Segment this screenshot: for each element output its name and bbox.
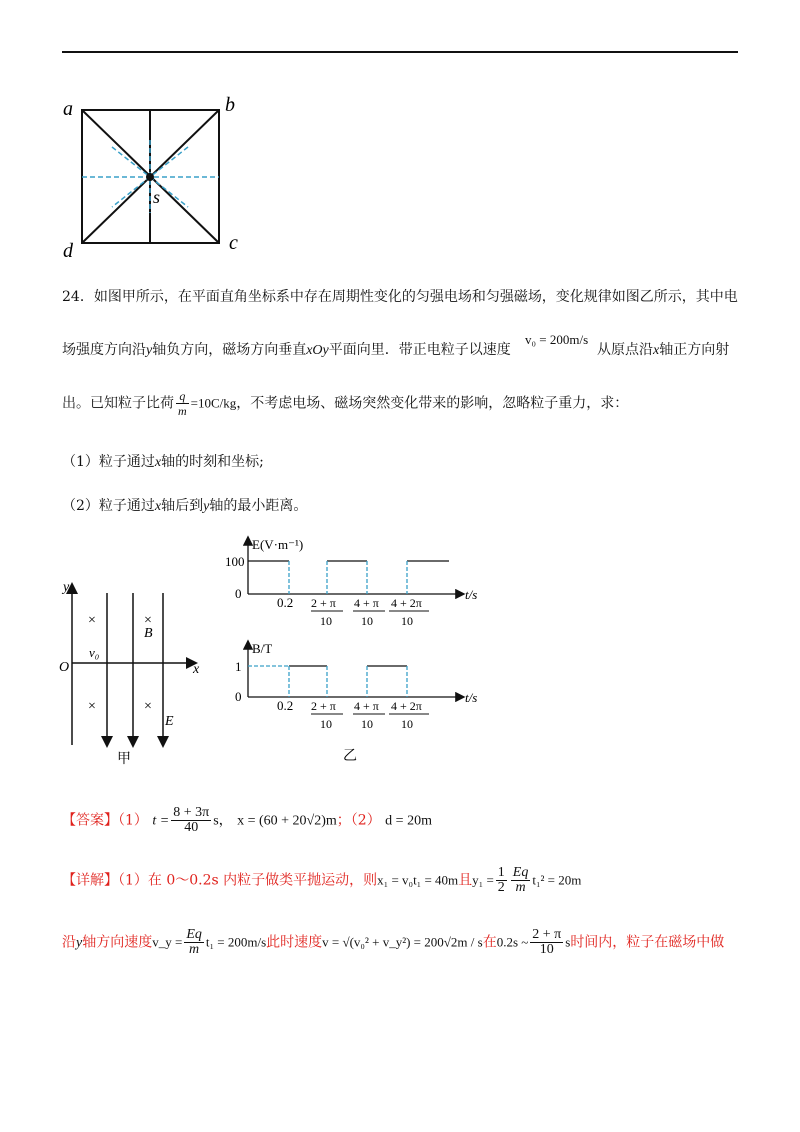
b-graph-time-label: t/s [465, 690, 478, 705]
e-field-label: E [165, 714, 174, 729]
figure-jia-caption: 甲 [117, 752, 131, 767]
v0-equation: v₀ = 200m/s [525, 332, 589, 347]
corner-a-label: a [63, 98, 73, 120]
cross-3: × [88, 699, 96, 714]
b-tick-0.2: 0.2 [277, 698, 294, 713]
detail-tag: 【详解】 [62, 872, 118, 889]
e-tick-4-den: 10 [401, 614, 413, 628]
e-graph-dashed-edges [289, 561, 407, 594]
cross-2: × [144, 613, 152, 628]
e-graph-value-100: 100 [225, 554, 245, 569]
e-tick-2-num: 2 + π [311, 596, 336, 610]
figure-yi [225, 532, 485, 767]
detail-line-1: 【详解】（1）在 0～0.2s 内粒子做类平抛运动，则x₁ = v₀t₁ = 40m且y₁ = $\frac{1}{2}$ $\frac{Eq}{m}$ t₁² = 20m [62, 865, 582, 895]
question-2: （2）粒子通过x轴后到y轴的最小距离。 [62, 498, 308, 514]
e-tick-0.2: 0.2 [277, 595, 294, 610]
figure-yi-caption: 乙 [343, 749, 357, 764]
e-graph-axis-label: E(V·m⁻¹) [252, 537, 304, 552]
problem-line-2: 场强度方向沿y轴负方向，磁场方向垂直xOy平面向里．带正电粒子以速度 [62, 342, 511, 358]
e-tick-4-num: 4 + 2π [391, 596, 422, 610]
b-graph-zero: 0 [235, 689, 242, 704]
e-graph-zero: 0 [235, 586, 242, 601]
b-tick-3-num: 4 + π [354, 699, 379, 713]
b-tick-3-den: 10 [361, 717, 373, 731]
corner-d-label: d [63, 240, 73, 262]
question-1: （1）粒子通过x轴的时刻和坐标; [62, 454, 264, 470]
problem-line-1: 24．如图甲所示，在平面直角坐标系中存在周期性变化的匀强电场和匀强磁场，变化规律如图乙所示，其中电 [62, 289, 738, 305]
b-graph-dashed [248, 666, 407, 697]
figure-jia [55, 575, 215, 770]
e-tick-3-den: 10 [361, 614, 373, 628]
b-graph-value-1: 1 [235, 659, 242, 674]
corner-c-label: c [229, 232, 238, 254]
square-diagram [55, 95, 255, 265]
b-tick-2-den: 10 [320, 717, 332, 731]
source-point [146, 173, 154, 181]
b-tick-4-num: 4 + 2π [391, 699, 422, 713]
answer-line: 【答案】（1） t = $\frac{8 + 3\pi}{40}$ s， x = (60 + 20√2)m；（2） d = 20m [62, 805, 432, 835]
b-tick-2-num: 2 + π [311, 699, 336, 713]
point-s-label: s [153, 187, 161, 207]
header-rule [62, 51, 738, 53]
e-tick-2-den: 10 [320, 614, 332, 628]
corner-b-label: b [225, 95, 235, 116]
e-tick-3-num: 4 + π [354, 596, 379, 610]
problem-line-2-tail: 从原点沿x轴正方向射 [597, 342, 730, 358]
problem-line-3: 出。已知粒子比荷 $\frac{q}{m}$ =10C/kg，不考虑电场、磁场突然变化带来的影响，忽略粒子重力，求： [62, 389, 629, 418]
e-graph-time-label: t/s [465, 587, 478, 602]
y-axis-label: y [63, 580, 70, 595]
answer-tag: 【答案】 [62, 812, 118, 829]
b-field-label: B [144, 626, 153, 641]
cross-4: × [144, 699, 152, 714]
b-tick-4-den: 10 [401, 717, 413, 731]
t-fraction: $\frac{8 + 3\pi}{40}$ [173, 805, 210, 835]
charge-mass-fraction: $\frac{q}{m}$ [178, 389, 187, 418]
v0-label: v₀ [89, 645, 100, 660]
origin-label: O [59, 660, 70, 675]
detail-line-2: 沿y轴方向速度v_y = $\frac{Eq}{m}$ t₁ = 200m/s此时速度v = √(v₀² + v_y²) = 200√2m / s在0.2s ~ $\frac{2 + \pi}{10}$ s时间内，粒子在磁场中做 [62, 927, 725, 957]
b-graph-axis-label: B/T [252, 641, 273, 656]
x-axis-label: x [193, 662, 200, 677]
cross-1: × [88, 613, 96, 628]
